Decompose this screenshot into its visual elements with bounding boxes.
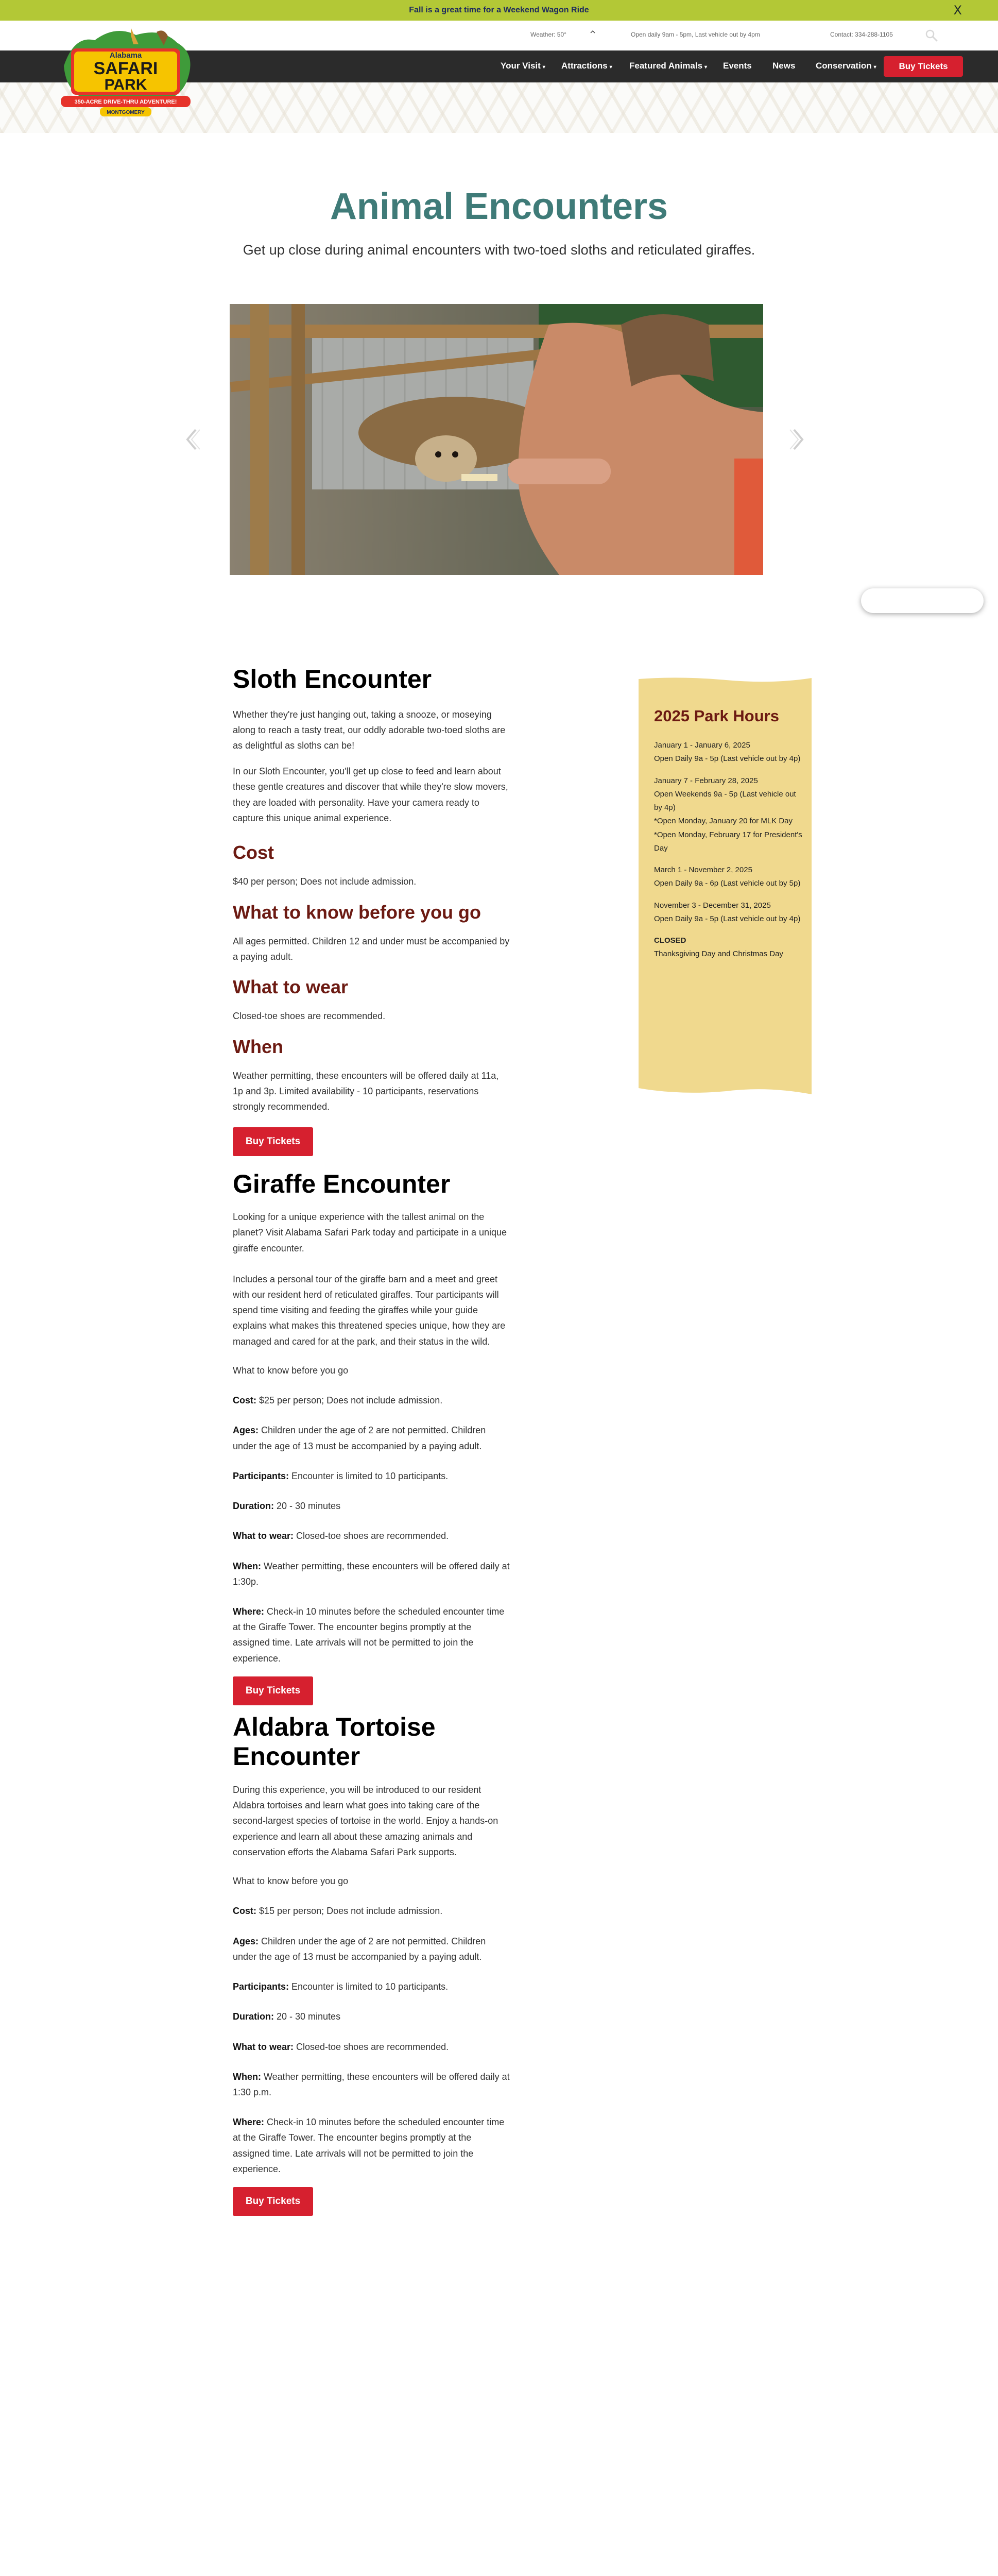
giraffe-participants-text: Participants: Encounter is limited to 10 participants. [233,1470,449,1481]
hours-block-closed: CLOSED Thanksgiving Day and Christmas Day [654,936,783,959]
announcement-close-button[interactable]: X [953,3,962,18]
weather-text: Weather: 50° [530,31,566,38]
tortoise-ages-text: Ages: Children under the age of 2 are not permitted. Children under the age of 13 must be accompanied by a paying adult. [233,1936,486,1962]
park-hours-title: 2025 Park Hours [654,707,779,725]
hours-block-2: January 7 - February 28, 2025 Open Weekends 9a - 5p (Last vehicle out by 4p) *Open Monday, January 20 for MLK Day *Open Monday, February 17 for President's Day [654,776,802,853]
sloth-description-text: In our Sloth Encounter, you'll get up close to feed and learn about these gentle creatures and discover that while they're slow movers, they are loaded with personality. Have your camera ready to capture this unique animal experience. [233,766,508,823]
slider-next-arrow[interactable] [788,427,806,452]
slider-prev-arrow[interactable] [183,427,202,452]
nav-buy-tickets-button[interactable]: Buy Tickets [884,56,963,77]
park-logo[interactable] [54,25,198,121]
logo-tagline: 350-ACRE DRIVE-THRU ADVENTURE! [74,99,177,105]
logo-text-park: PARK [104,76,147,93]
tortoise-where-text: Where: Check-in 10 minutes before the scheduled encounter time at the Giraffe Tower. The encounter begins promptly at the assigned time. Late arrivals will not be permitted to join the experience. [233,2117,505,2174]
announcement-bar [0,0,998,21]
chevron-down-icon: ▾ [704,64,708,70]
hours-block-3: March 1 - November 2, 2025 Open Daily 9a - 6p (Last vehicle out by 5p) [654,866,801,888]
giraffe-wear-text: What to wear: Closed-toe shoes are recommended. [233,1531,449,1541]
search-icon[interactable] [925,29,938,42]
logo-text-alabama: Alabama [109,51,142,60]
nav-item-your-visit[interactable]: Your Visit ▾ [501,61,545,71]
nav-item-attractions[interactable]: Attractions ▾ [561,61,612,71]
hours-note-text: Open daily 9am - 5pm, Last vehicle out by 4pm [631,31,760,38]
sloth-buy-tickets-button[interactable]: Buy Tickets [233,1127,313,1156]
giraffe-ages-text: Ages: Children under the age of 2 are not permitted. Children under the age of 13 must be accompanied by a paying adult. [233,1425,486,1451]
weather-icon [590,30,595,35]
sloth-cost-heading: Cost [233,842,274,863]
main-content [233,665,511,2216]
nav-item-events[interactable]: Events [723,61,752,71]
tortoise-buy-tickets-button[interactable]: Buy Tickets [233,2187,313,2216]
announcement-text[interactable]: Fall is a great time for a Weekend Wagon Ride [409,6,589,14]
tortoise-cost-text: Cost: $15 per person; Does not include admission. [233,1906,443,1917]
hours-block-4: November 3 - December 31, 2025 Open Daily 9a - 5p (Last vehicle out by 4p) [654,901,801,923]
chevron-down-icon: ▾ [873,64,876,70]
tortoise-encounter-title: Aldabra Tortoise Encounter [233,1712,436,1771]
nav-item-news[interactable]: News [772,61,796,71]
giraffe-duration-text: Duration: 20 - 30 minutes [233,1501,341,1512]
sloth-when-text: Weather permitting, these encounters will be offered daily at 11a, 1p and 3p. Limited availability - 10 participants, reservations strongly recommended. [233,1070,499,1112]
hours-block-1: January 1 - January 6, 2025 Open Daily 9a - 5p (Last vehicle out by 4p) [654,741,801,764]
giraffe-buy-tickets-button[interactable]: Buy Tickets [233,1676,313,1705]
sloth-wear-heading: What to wear [233,976,349,998]
tortoise-know-label: What to know before you go [233,1876,349,1887]
giraffe-encounter-title: Giraffe Encounter [233,1169,451,1198]
sloth-know-heading: What to know before you go [233,901,481,923]
nav-item-featured-animals[interactable]: Featured Animals ▾ [629,61,708,71]
giraffe-when-text: When: Weather permitting, these encounters will be offered daily at 1:30p. [233,1561,510,1587]
logo-place: MONTGOMERY [107,110,145,115]
giraffe-description-text: Includes a personal tour of the giraffe barn and a meet and greet with our resident herd of reticulated giraffes. Tour participants will spend time visiting and feeding the giraffes while your guide explains what makes this threatened species unique, how they are managed and cared for at the park, and their status in the wild. [233,1274,506,1347]
contact-phone-text[interactable]: Contact: 334-288-1105 [830,31,893,38]
sloth-know-text: All ages permitted. Children 12 and under must be accompanied by a paying adult. [233,936,510,962]
giraffe-where-text: Where: Check-in 10 minutes before the scheduled encounter time at the Giraffe Tower. The encounter begins promptly at the assigned time. Late arrivals will not be permitted to join the experience. [233,1606,505,1664]
park-hours-card [639,676,812,1094]
nav-item-conservation[interactable]: Conservation ▾ [816,61,876,71]
logo-text-safari: SAFARI [93,59,158,78]
tortoise-participants-text: Participants: Encounter is limited to 10 participants. [233,1981,449,1992]
tortoise-wear-text: What to wear: Closed-toe shoes are recommended. [233,2041,449,2052]
tortoise-duration-text: Duration: 20 - 30 minutes [233,2011,341,2022]
tortoise-description-text: During this experience, you will be introduced to our resident Aldabra tortoises and learn what goes into taking care of the second-largest species of tortoise in the world. Enjoy a hands-on experience and learn all about these amazing animals and conservation efforts the Alabama Safari Park supports. [233,1784,498,1857]
sloth-intro-text: Whether they're just hanging out, taking a snooze, or moseying along to reach a tasty treat, our oddly adorable two-toed sloths are as delightful as sloths can be! [233,709,506,751]
chevron-down-icon: ▾ [542,64,545,70]
sloth-encounter-title: Sloth Encounter [233,665,432,693]
floating-widget[interactable] [861,588,984,613]
hero-image-slider[interactable] [230,304,763,575]
chevron-down-icon: ▾ [609,64,612,70]
sloth-when-heading: When [233,1036,283,1057]
sloth-wear-text: Closed-toe shoes are recommended. [233,1011,386,1022]
giraffe-know-label: What to know before you go [233,1365,349,1376]
tortoise-when-text: When: Weather permitting, these encounters will be offered daily at 1:30 p.m. [233,2071,510,2097]
page-subtitle: Get up close during animal encounters with two-toed sloths and reticulated giraffes. [243,242,755,258]
sloth-feeding-photo [230,304,763,575]
giraffe-cost-text: Cost: $25 per person; Does not include admission. [233,1395,443,1406]
giraffe-intro-text: Looking for a unique experience with the tallest animal on the planet? Visit Alabama Safari Park today and participate in a unique giraffe encounter. [233,1212,507,1253]
sloth-cost-text: $40 per person; Does not include admission. [233,876,417,887]
page-title: Animal Encounters [330,186,668,227]
